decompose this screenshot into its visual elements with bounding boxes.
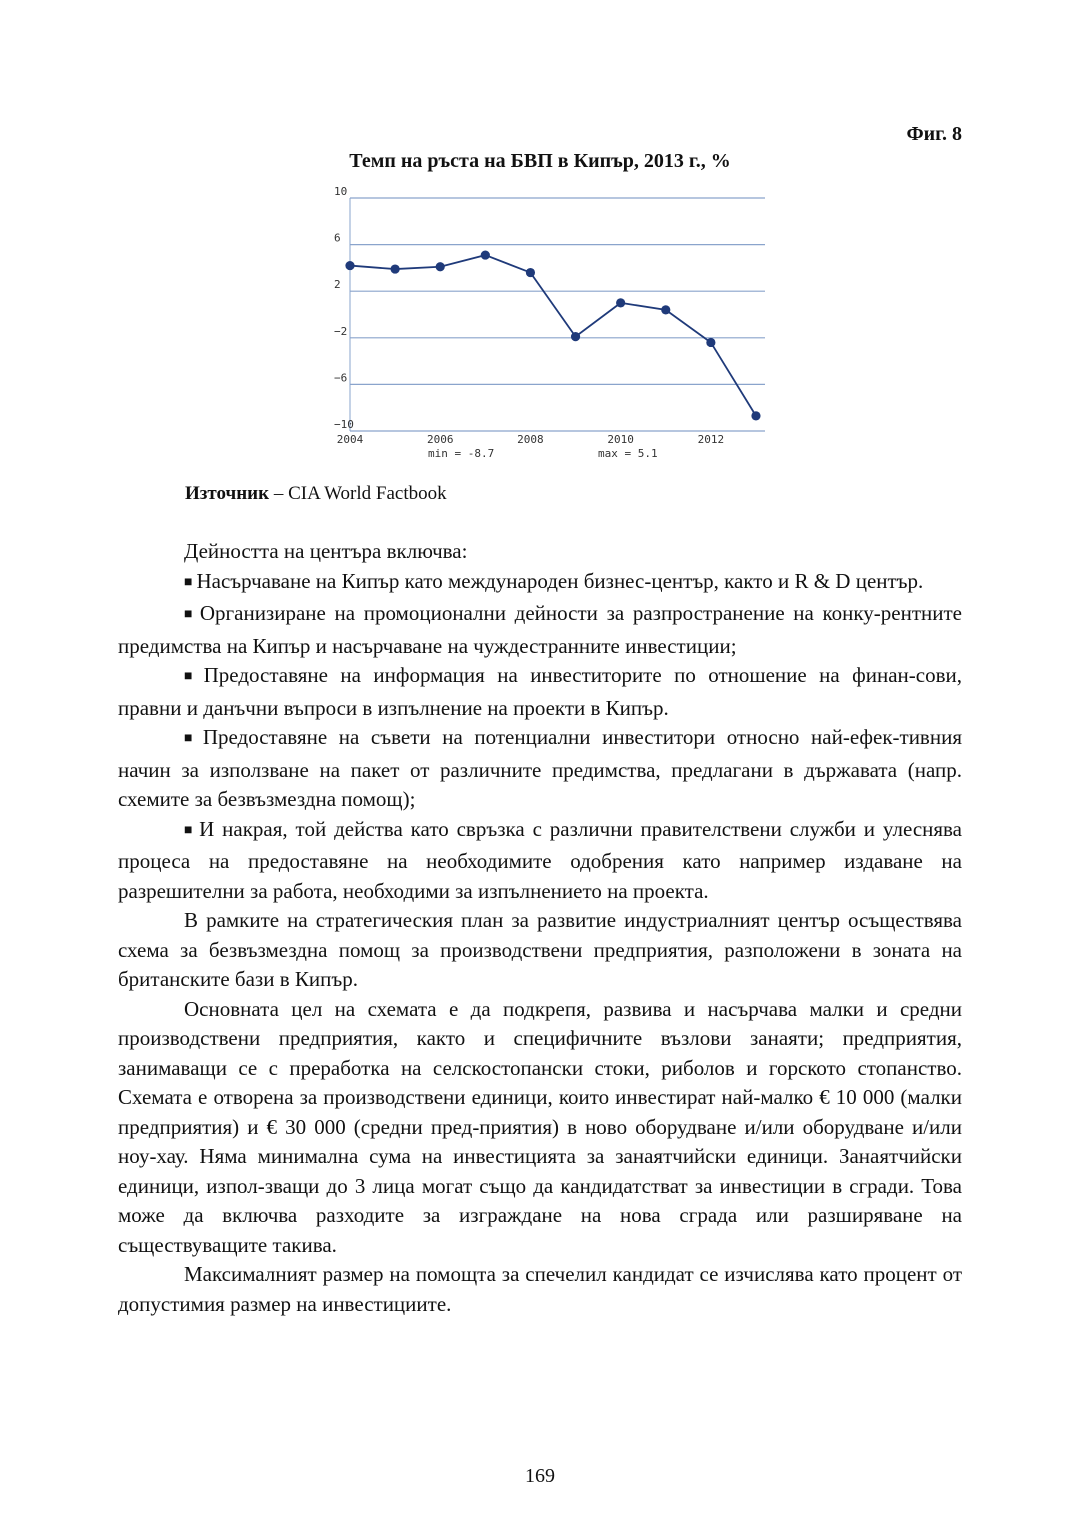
x-tick-label: 2006 (426, 433, 454, 446)
y-tick-label: 6 (334, 231, 341, 245)
bullet-item: ■ Организиране на промоционални дейности за разпространение на конку-рентните предимства на Кипър и насърчаване на чуждестранните инвестиции; (118, 601, 962, 658)
paragraph-scheme-goal: Основната цел на схемата е да подкрепя, развива и насърчава малки и средни производствени предприятия, както и специфичните възлови занаяти; предприятия, занимаващи се с преработка на селскостопански стоки, риболов и горското стопанство. Схемата е отворена за производствени единици, които инвестират най-малко € 10 000 (малки предприятия) и € 30 000 (средни пред-приятия) в ново оборудване и/или оборудване и/или ноу-хау. Няма минимална сума на инвестицията за занаятчийски единици. Занаятчийски единици, изпол-зващи до 3 лица могат също да кандидатстват за инвестиции в сгради. Това може да включва разходите за изграждане на нова сграда или разширяване на съществуващите такива. (118, 996, 962, 1257)
bullet-item: ■ Предоставяне на съвети на потенциални инвеститори относно най-ефек-тивния начин за използване на пакет от различните предимства, предлагани в държавата (напр. схемите за безвъзмездна помощ); (118, 725, 962, 811)
bullet-icon: ■ (184, 669, 200, 684)
data-point (571, 332, 580, 341)
y-tick-label: −6 (334, 371, 348, 385)
data-point (481, 250, 490, 259)
gdp-growth-chart (320, 186, 780, 476)
bullet-icon: ■ (184, 574, 193, 590)
x-tick-label: 2010 (607, 433, 634, 446)
x-tick-label: 2004 (336, 433, 364, 446)
source-label: Източник (185, 483, 270, 504)
gdp-series-line (350, 255, 756, 416)
min-label: min = -8.7 (428, 447, 495, 460)
data-point (751, 411, 760, 420)
y-tick-label: 2 (334, 278, 341, 292)
data-point (391, 264, 400, 273)
source-text: – CIA World Factbook (269, 483, 447, 504)
y-tick-label: −10 (334, 418, 354, 431)
data-point (526, 268, 535, 277)
paragraph-strategic-plan: В рамките на стратегическия план за развитие индустриалният център осъществява схема за безвъзмездна помощ за производствени предприятия, разположени в зоната на британските бази в Кипър. (118, 908, 962, 991)
y-tick-label: 10 (334, 186, 348, 198)
bullet-item: ■ И накрая, той действа като свръзка с различни правителствени служби и улеснява процеса на предоставяне на необходимите одобрения като например издаване на разрешителни за работа, необходими за изпълнението на проекта. (118, 816, 962, 903)
body-text (118, 537, 962, 1319)
figure-source (185, 483, 447, 505)
y-tick-label: −2 (334, 324, 348, 338)
paragraph-max-aid: Максималният размер на помощта за спечелил кандидат се изчислява като процент от допустимия размер на инвестициите. (118, 1262, 962, 1316)
bullet-item: ■ Насърчаване на Кипър като международен бизнес-център, както и R & D център. (184, 568, 924, 593)
max-label: max = 5.1 (598, 447, 658, 460)
x-tick-label: 2012 (697, 433, 725, 446)
figure-title: Темп на ръста на БВП в Кипър, 2013 г., % (349, 150, 731, 172)
bullet-icon: ■ (184, 822, 196, 838)
bullet-item: ■ Предоставяне на информация на инвеститорите по отношение на финан-сови, правни и данъчни въпроси в изпълнение на проекти в Кипър. (118, 663, 962, 720)
data-point (616, 298, 625, 307)
data-point (706, 338, 715, 347)
data-point (661, 305, 670, 314)
page-number: 169 (525, 1465, 555, 1487)
data-point (345, 261, 354, 270)
x-tick-label: 2008 (517, 433, 544, 446)
bullet-icon: ■ (184, 731, 199, 746)
bullet-icon: ■ (184, 607, 196, 622)
intro-paragraph: Дейността на центъра включва: (184, 539, 468, 563)
data-point (436, 262, 445, 271)
figure-label: Фиг. 8 (906, 123, 962, 145)
